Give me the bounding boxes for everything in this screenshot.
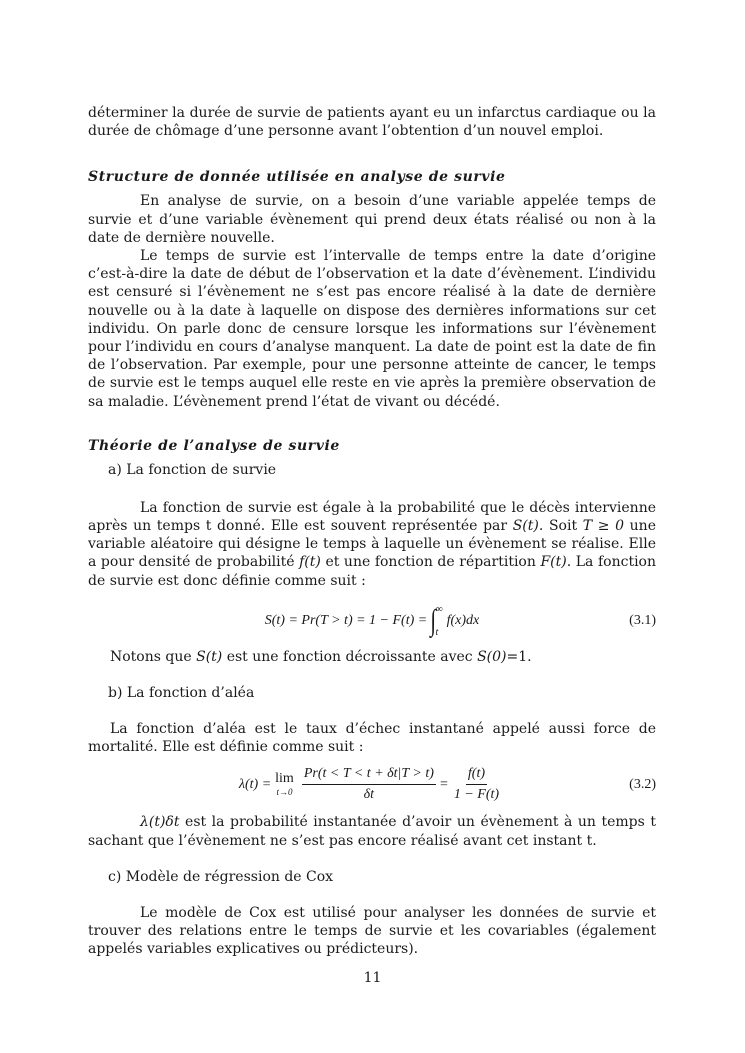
equation-3-1 [88,604,656,638]
integral-upper-limit: ∞ [435,603,443,615]
integral-sign: ∫ ∞ t [430,603,443,638]
intro-paragraph: déterminer la durée de survie de patients ayant eu un infarctus cardiaque ou la durée de chômage d’une personne avant l’obtention d’un nouvel emploi. [88,105,656,140]
page-content [88,104,656,958]
subsection-label-survival-function: a) La fonction de survie [108,461,277,478]
paragraph-hazard-function: La fonction d’aléa est le taux d’échec instantané appelé aussi force de mortalité. Elle est définie comme suit : [88,721,656,756]
math-t-nonnegative: T ≥ 0 [582,518,625,535]
paragraph-survival-variables: En analyse de survie, on a besoin d’une variable appelée temps de survie et d’une variable évènement qui prend deux états réalisé ou non à la date de dernière nouvelle. [88,193,656,246]
density-over-survival-fraction: $\frac{f(t)}{1 - F(t)}$ [453,766,500,803]
paragraph-decreasing-note: Notons que S(t) est une fonction décroissante avec S(0)=1. [110,648,532,665]
paragraph-survival-time-definition: Le temps de survie est l’intervalle de temps entre la date d’origine c’est-à-dire la date de début de l’observation et la date d’évènement. L’individu est censuré si l’évènement ne s’est pas encore réalisé à la date de dernière nouvelle ou à la date à laquelle on dispose des dernières informations sur cet individu. On parle donc de censure lorsque les informations sur l’évènement pour l’individu en cours d’analyse manquent. La date de point est la date de fin de l’observation. Par exemple, pour une personne atteinte de cancer, le temps de survie est le temps auquel elle reste en vie après la première observation de sa maladie. L’évènement prend l’état de vivant ou décédé. [88,248,656,410]
math-f-of-t: f(t) [299,554,321,571]
math-s-of-t: S(t) [512,518,539,535]
section-heading-theory: Théorie de l’analyse de survie [88,437,340,454]
page-number: 11 [363,970,382,986]
equation-3-2-lhs: λ(t) = [238,776,272,792]
integral-lower-limit: t [435,626,439,638]
subsection-label-hazard-function: b) La fonction d’aléa [108,685,255,702]
subsection-label-cox-model: c) Modèle de régression de Cox [108,868,334,885]
hazard-fraction: $\frac{Pr(t < T < t + \delta t|T > t)}{\delta t}$ [303,766,434,803]
equation-3-1-integrand: f(x)dx [446,612,480,628]
equation-number-3-2: (3.2) [629,776,656,792]
equation-3-1-lhs: S(t) = Pr(T > t) = 1 − F(t) = [264,612,428,628]
math-cdf-f-of-t: F(t) [540,554,567,571]
paragraph-survival-function: La fonction de survie est égale à la probabilité que le décès intervienne après un temps t donné. Elle est souvent représentée par S(t). Soit T ≥ 0 une variable aléatoire qui désigne le temps à laquelle un évènement se réalise. Elle a pour densité de probabilité f(t) et une fonction de répartition F(t). La fonction de survie est donc définie comme suit : [88,499,657,589]
paragraph-instantaneous-probability: λ(t)δt est la probabilité instantanée d’avoir un évènement à un temps t sachant que l’évènement ne s’est pas encore réalisé avant cet instant t. [88,814,656,849]
paragraph-cox-model: Le modèle de Cox est utilisé pour analyser les données de survie et trouver des relations entre le temps de survie et les covariables (également appelés variables explicatives ou prédicteurs). [88,904,656,958]
limit-operator: lim t→0 [275,771,294,798]
section-heading-data-structure: Structure de donnée utilisée en analyse de survie [88,169,506,186]
equation-3-2: λ(t) = lim t→0 $\frac{Pr(t < T < t + \delta t|T > t)}{\delta t}$ = $\frac{f(t)}{1 - F(t)}$ (3.2) [238,766,656,803]
equation-number-3-1: (3.1) [629,612,656,628]
